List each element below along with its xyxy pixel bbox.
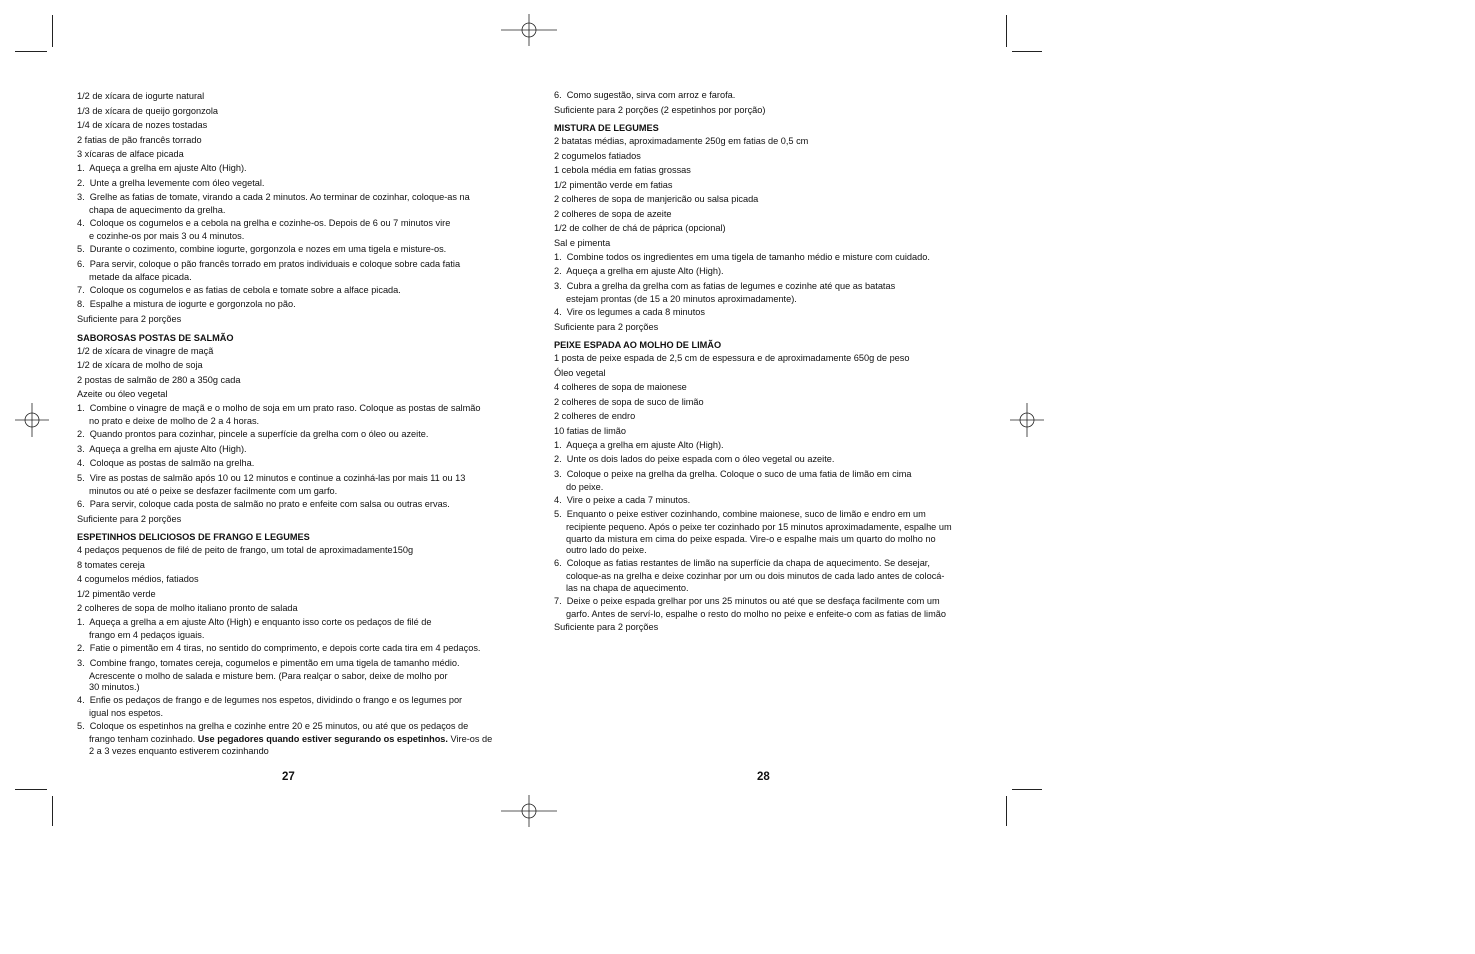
step-number: 1. [554, 439, 562, 450]
ingredient-item: 2 cogumelos fatiados [554, 150, 641, 161]
step-item [554, 88, 994, 103]
step-number: 1. [77, 403, 85, 413]
step-item [554, 438, 994, 453]
step-text: las na chapa de aquecimento. [566, 582, 689, 593]
crop-mark [15, 51, 47, 52]
step-item [554, 493, 994, 508]
step-item [77, 497, 517, 512]
step-text: Aqueça a grelha em ajuste Alto (High). [566, 266, 724, 276]
serving-note: Suficiente para 2 porções [554, 321, 659, 332]
ingredient-item: 2 colheres de sopa de suco de limão [554, 396, 704, 407]
step-text: Aqueça a grelha em ajuste Alto (High). [566, 439, 724, 450]
serving-note: Suficiente para 2 porções (2 espetinhos por porção) [554, 104, 766, 115]
ingredient-item: Óleo vegetal [554, 367, 606, 378]
ingredient-item: 4 pedaços pequenos de filé de peito de frango, um total de aproximadamente150g [77, 545, 414, 555]
step-number: 1. [77, 163, 85, 173]
step-text: Coloque as fatias restantes de limão na superfície da chapa de aquecimento. Se desejar, [566, 558, 930, 568]
step-text: Para servir, coloque o pão francês torrado em pratos individuais e coloque sobre cada fatia [89, 258, 461, 269]
ingredient-item: 2 colheres de endro [554, 411, 636, 421]
ingredient-item: 1/2 de colher de chá de páprica (opcional) [554, 223, 726, 233]
ingredient-item: 8 tomates cereja [77, 559, 145, 570]
crop-mark [1012, 51, 1042, 52]
step-item [554, 250, 994, 265]
step-number: 1. [554, 251, 562, 262]
step-text: Enquanto o peixe estiver cozinhando, combine maionese, suco de limão e endro em um [566, 509, 926, 519]
step-text: coloque-as na grelha e deixe cozinhar por um ou dois minutos de cada lado antes de colocá- [566, 571, 945, 581]
step-number: 4. [77, 218, 85, 228]
crop-mark [15, 789, 47, 790]
step-number: 1. [77, 617, 85, 627]
step-text: outro lado do peixe. [566, 545, 647, 555]
step-item [77, 283, 517, 298]
step-text: Acrescente o molho de salada e misture bem. (Para realçar o sabor, deixe de molho por [89, 670, 448, 681]
step-text: quarto da mistura em cima do peixe espada. Vire-o e espalhe mais um quarto do molho no [566, 533, 936, 544]
step-text: Coloque os cogumelos e a cebola na grelha e cozinhe-os. Depois de 6 ou 7 minutos vire [89, 218, 451, 228]
step-text: no prato e deixe de molho de 2 a 4 horas. [89, 416, 260, 426]
step-item [554, 508, 994, 557]
recipe-title: ESPETINHOS DELICIOSOS DE FRANGO E LEGUMES [77, 532, 310, 542]
step-item [77, 176, 517, 191]
step-text: Grelhe as fatias de tomate, virando a cada 2 minutos. Ao terminar de cozinhar, coloque-as na [89, 192, 470, 202]
ingredient-item: Azeite ou óleo vegetal [77, 389, 168, 399]
ingredient-item: 3 xícaras de alface picada [77, 149, 184, 159]
step-text: minutos ou até o peixe se desfazer facilmente com um garfo. [89, 485, 338, 496]
ingredient-item: 2 colheres de sopa de azeite [554, 208, 672, 219]
step-text: Coloque o peixe na grelha da grelha. Coloque o suco de uma fatia de limão em cima [566, 468, 912, 479]
step-number: 3. [77, 192, 85, 202]
step-number: 8. [77, 299, 85, 309]
ingredient-item: 4 colheres de sopa de maionese [554, 382, 687, 392]
step-number: 7. [554, 595, 562, 606]
recipe-title: SABOROSAS POSTAS DE SALMÃO [77, 332, 234, 343]
step-number: 3. [77, 657, 85, 668]
step-number: 2. [554, 266, 562, 276]
step-item [77, 298, 517, 313]
step-item [77, 217, 517, 243]
step-text: Enfie os pedaços de frango e de legumes nos espetos, dividindo o frango e os legumes por [89, 695, 463, 705]
step-number: 3. [554, 468, 562, 479]
step-text: Coloque os cogumelos e as fatias de cebola e tomate sobre a alface picada. [89, 284, 401, 295]
step-item [77, 471, 517, 497]
step-list [554, 88, 994, 103]
step-number: 6. [554, 558, 562, 568]
step-item [77, 442, 517, 457]
ingredient-list [554, 134, 994, 250]
ingredient-list [77, 344, 517, 402]
step-text: Como sugestão, sirva com arroz e farofa. [566, 89, 736, 100]
step-text: Vire os legumes a cada 8 minutos [566, 306, 706, 317]
step-item [554, 265, 994, 280]
crop-mark [52, 15, 53, 47]
step-item [77, 656, 517, 694]
step-text: Unte a grelha levemente com óleo vegetal. [89, 177, 265, 188]
ingredient-item: 10 fatias de limão [554, 425, 627, 436]
registration-mark-icon [501, 14, 557, 46]
serving-note: Suficiente para 2 porções [77, 314, 182, 324]
step-text: Coloque os espetinhos na grelha e cozinhe entre 20 e 25 minutos, ou até que os pedaços de [89, 721, 469, 731]
step-text: Vire as postas de salmão após 10 ou 12 minutos e continue a cozinhá-las por mais 11 ou 13 [89, 472, 466, 483]
step-text: recipiente pequeno. Após o peixe ter cozinhado por 15 minutos aproximadamente, espalhe um [566, 522, 952, 532]
ingredient-item: 1/4 de xícara de nozes tostadas [77, 120, 208, 130]
step-text: Combine todos os ingredientes em uma tigela de tamanho médio e misture com cuidado. [566, 251, 930, 262]
step-text: Fatie o pimentão em 4 tiras, no sentido do comprimento, e depois corte cada tira em 4 pedaços. [89, 643, 481, 653]
step-number: 2. [77, 643, 85, 653]
crop-mark [1012, 789, 1042, 790]
step-number: 6. [77, 498, 85, 509]
step-number: 5. [77, 244, 85, 254]
step-text: garfo. Antes de serví-lo, espalhe o resto do molho no peixe e enfeite-o com as fatias de limão [566, 608, 946, 619]
step-text: igual nos espetos. [89, 708, 164, 718]
step-number: 5. [77, 721, 85, 731]
step-text: Aqueça a grelha a em ajuste Alto (High) e enquanto isso corte os pedaços de filé de [89, 617, 432, 627]
step-text: do peixe. [566, 481, 604, 492]
step-text: Durante o cozimento, combine iogurte, gorgonzola e nozes em uma tigela e misture-os. [89, 244, 447, 254]
step-number: 3. [77, 443, 85, 454]
step-text: frango tenham cozinhado. [89, 734, 198, 744]
step-number: 4. [554, 494, 562, 505]
step-text: estejam prontas (de 15 a 20 minutos aproximadamente). [566, 293, 797, 304]
step-number: 4. [77, 695, 85, 705]
page-number: 27 [282, 771, 295, 783]
recipe-title: MISTURA DE LEGUMES [554, 123, 659, 133]
step-number: 4. [554, 306, 562, 317]
step-text: Aqueça a grelha em ajuste Alto (High). [89, 163, 247, 173]
step-item [77, 243, 517, 258]
step-item [77, 428, 517, 443]
step-item [77, 720, 517, 758]
step-text: Vire-os de [447, 734, 493, 744]
ingredient-list [77, 89, 517, 162]
step-list [77, 162, 517, 313]
ingredient-item: 1/2 pimentão verde em fatias [554, 179, 673, 190]
step-item [77, 694, 517, 720]
step-list [554, 250, 994, 320]
step-item [554, 305, 994, 320]
step-number: 5. [554, 509, 562, 519]
crop-mark [1006, 796, 1007, 826]
ingredient-item: 2 postas de salmão de 280 a 350g cada [77, 374, 241, 385]
step-item [554, 557, 994, 595]
step-item [554, 279, 994, 305]
step-text: Espalhe a mistura de iogurte e gorgonzola no pão. [89, 299, 296, 309]
ingredient-item: 2 fatias de pão francês torrado [77, 134, 202, 145]
step-list [77, 616, 517, 758]
step-item [77, 616, 517, 642]
ingredient-item: 4 cogumelos médios, fatiados [77, 574, 199, 584]
crop-mark [1006, 15, 1007, 47]
step-text: 2 a 3 vezes enquanto estiverem cozinhando [89, 745, 269, 756]
step-item [77, 402, 517, 428]
step-text: Para servir, coloque cada posta de salmão no prato e enfeite com salsa ou outras ervas. [89, 498, 450, 509]
ingredient-item: 1/2 de xícara de vinagre de maçã [77, 345, 214, 356]
step-number: 3. [554, 280, 562, 291]
step-text: metade da alface picada. [89, 271, 192, 282]
step-list [554, 438, 994, 620]
step-text: 30 minutos.) [89, 682, 140, 692]
step-number: 2. [554, 454, 562, 464]
page-number: 28 [757, 771, 770, 783]
step-item [77, 642, 517, 657]
step-item [554, 453, 994, 468]
ingredient-item: 2 colheres de sopa de molho italiano pronto de salada [77, 603, 298, 613]
step-list [77, 402, 517, 512]
step-number: 2. [77, 177, 85, 188]
serving-note: Suficiente para 2 porções [554, 622, 659, 632]
step-text: Combine o vinagre de maçã e o molho de soja em um prato raso. Coloque as postas de salmão [89, 403, 481, 413]
ingredient-item: 2 colheres de sopa de manjericão ou salsa picada [554, 194, 759, 204]
page-28-column [554, 88, 994, 635]
step-text: Cubra a grelha da grelha com as fatias de legumes e cozinhe até que as batatas [566, 280, 896, 291]
page-27-column [77, 89, 517, 757]
ingredient-item: Sal e pimenta [554, 237, 611, 248]
step-item [554, 467, 994, 493]
step-text: frango em 4 pedaços iguais. [89, 630, 205, 640]
step-number: 2. [77, 429, 85, 439]
ingredient-item: 1/3 de xícara de queijo gorgonzola [77, 105, 218, 116]
step-item [554, 594, 994, 620]
step-text: Coloque as postas de salmão na grelha. [89, 458, 255, 468]
crop-mark [52, 796, 53, 826]
safety-warning: Use pegadores quando estiver segurando os espetinhos. [197, 734, 448, 744]
ingredient-list [554, 351, 994, 438]
recipe-title: PEIXE ESPADA AO MOLHO DE LIMÃO [554, 340, 722, 350]
step-text: chapa de aquecimento da grelha. [89, 205, 226, 215]
serving-note: Suficiente para 2 porções [77, 513, 182, 524]
step-text: Combine frango, tomates cereja, cogumelos e pimentão em uma tigela de tamanho médio. [89, 657, 460, 668]
step-number: 7. [77, 284, 85, 295]
step-number: 6. [77, 258, 85, 269]
ingredient-item: 1 cebola média em fatias grossas [554, 165, 691, 175]
ingredient-list [77, 543, 517, 616]
step-item [77, 162, 517, 177]
step-text: Vire o peixe a cada 7 minutos. [566, 494, 691, 505]
registration-mark-icon [1010, 403, 1044, 437]
step-number: 6. [554, 89, 562, 100]
step-item [77, 191, 517, 217]
ingredient-item: 1/2 de xícara de iogurte natural [77, 91, 205, 101]
step-text: Unte os dois lados do peixe espada com o óleo vegetal ou azeite. [566, 454, 835, 464]
step-text: e cozinhe-os por mais 3 ou 4 minutos. [89, 231, 245, 241]
ingredient-item: 1 posta de peixe espada de 2,5 cm de espessura e de aproximadamente 650g de peso [554, 353, 910, 363]
registration-mark-icon [501, 795, 557, 827]
step-number: 4. [77, 458, 85, 468]
step-item [77, 257, 517, 283]
ingredient-item: 1/2 de xícara de molho de soja [77, 360, 203, 370]
ingredient-item: 2 batatas médias, aproximadamente 250g em fatias de 0,5 cm [554, 136, 809, 146]
step-item [77, 457, 517, 472]
step-number: 5. [77, 472, 85, 483]
registration-mark-icon [15, 403, 49, 437]
step-text: Deixe o peixe espada grelhar por uns 25 minutos ou até que se desfaça facilmente com um [566, 595, 940, 606]
step-text: Quando prontos para cozinhar, pincele a superfície da grelha com o óleo ou azeite. [89, 429, 429, 439]
ingredient-item: 1/2 pimentão verde [77, 588, 156, 599]
step-text: Aqueça a grelha em ajuste Alto (High). [89, 443, 247, 454]
